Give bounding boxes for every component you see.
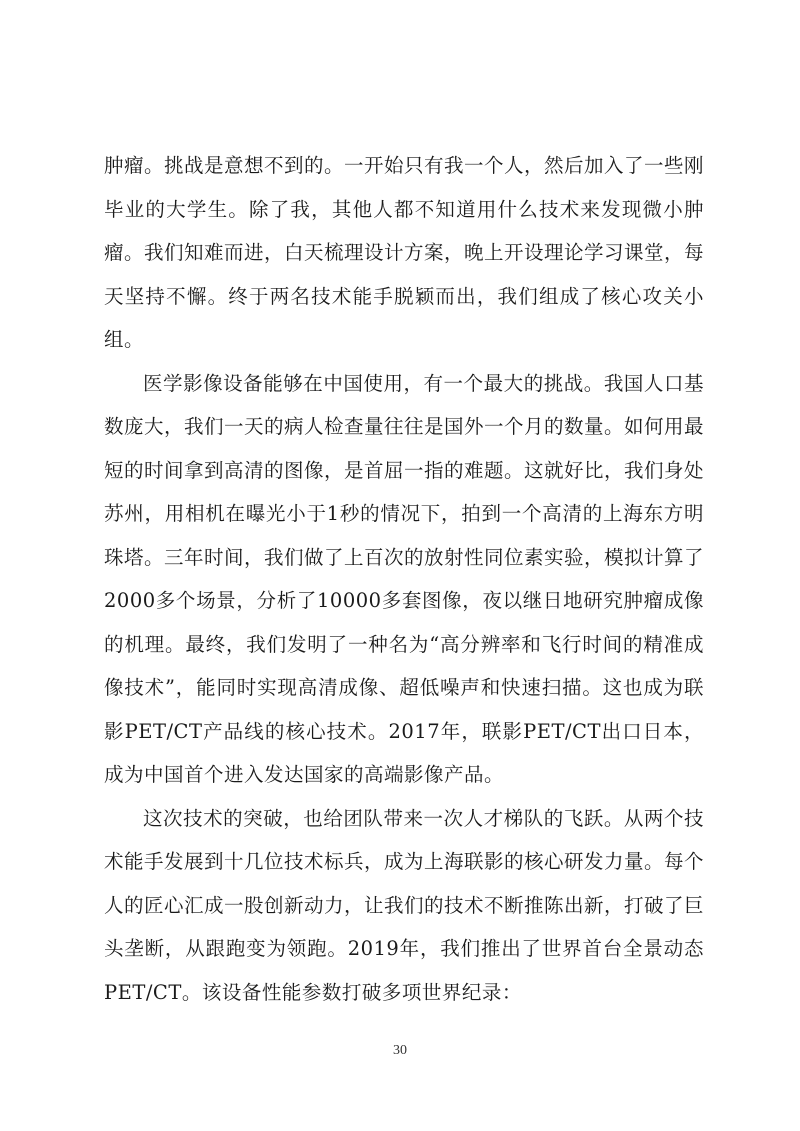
paragraph-3: 这次技术的突破，也给团队带来一次人才梯队的飞跃。从两个技术能手发展到十几位技术标兵，成为上海联影的核心研发力量。每个人的匠心汇成一股创新动力，让我们的技术不断推陈出新，打破了巨头垄断，从跟跑变为领跑。2019年，我们推出了世界首台全景动态PET/CT。该设备性能参数打破多项世界纪录： — [104, 806, 705, 1004]
paragraph-1: 肿瘤。挑战是意想不到的。一开始只有我一个人，然后加入了一些刚毕业的大学生。除了我，其他人都不知道用什么技术来发现微小肿瘤。我们知难而进，白天梳理设计方案，晚上开设理论学习课堂，每天坚持不懈。终于两名技术能手脱颖而出，我们组成了核心攻关小组。 — [104, 154, 705, 351]
page-number: 30 — [393, 1043, 407, 1058]
body-text — [104, 144, 704, 1014]
paragraph-2: 医学影像设备能够在中国使用，有一个最大的挑战。我国人口基数庞大，我们一天的病人检查量往往是国外一个月的数量。如何用最短的时间拿到高清的图像，是首屈一指的难题。这就好比，我们身处苏州，用相机在曝光小于1秒的情况下，拍到一个高清的上海东方明珠塔。三年时间，我们做了上百次的放射性同位素实验，模拟计算了2000多个场景，分析了10000多套图像，夜以继日地研究肿瘤成像的机理。最终，我们发明了一种名为“高分辨率和飞行时间的精准成像技术”，能同时实现高清成像、超低噪声和快速扫描。这也成为联影PET/CT产品线的核心技术。2017年，联影PET/CT出口日本，成为中国首个进入发达国家的高端影像产品。 — [104, 371, 705, 786]
